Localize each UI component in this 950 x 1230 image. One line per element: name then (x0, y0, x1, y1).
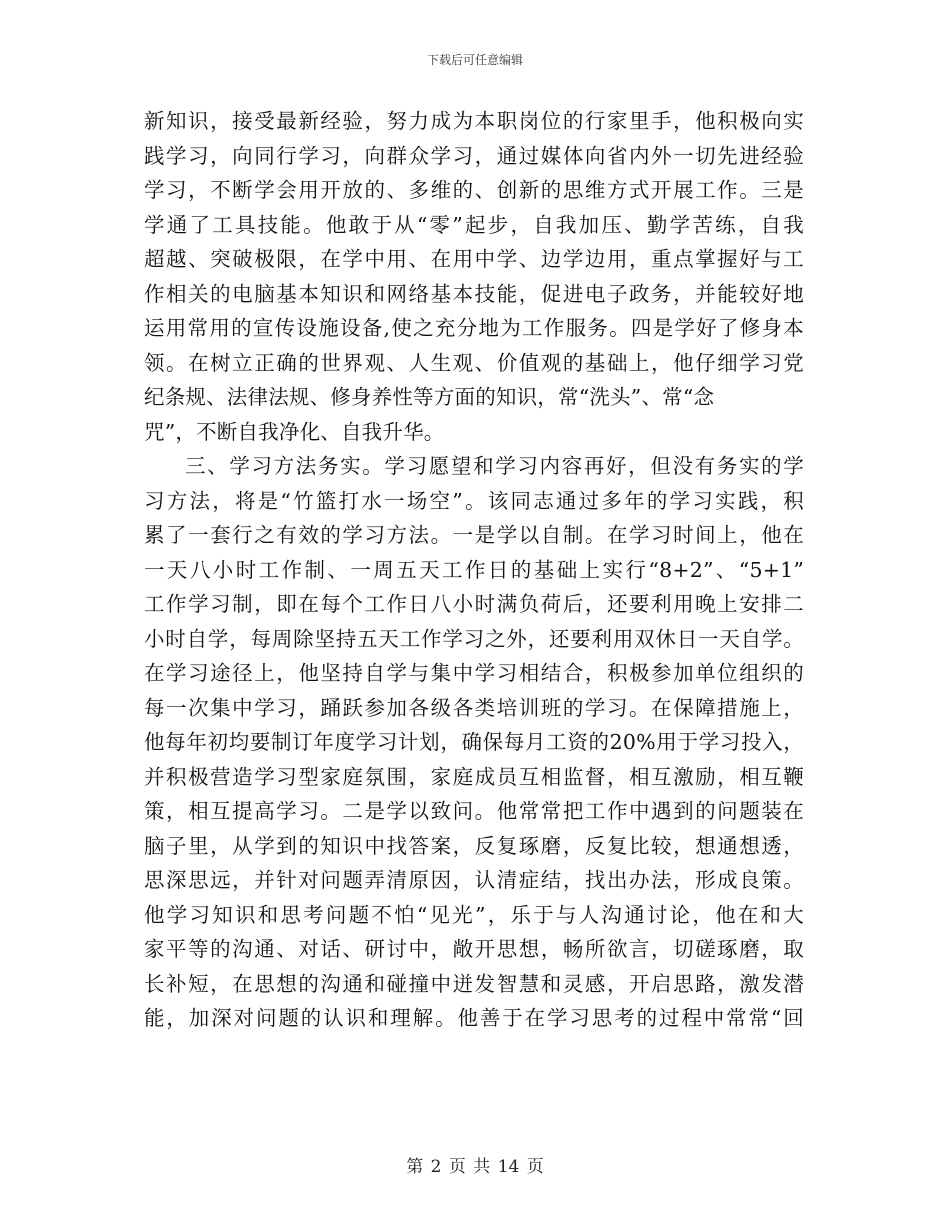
text-line: 长补短，在思想的沟通和碰撞中迸发智慧和灵感，开启思路，激发潜 (144, 971, 804, 996)
page-number: 第 2 页 共 14 页 (406, 1157, 544, 1177)
text-line: 思深思远，并针对问题弄清原因，认清症结，找出办法，形成良策。 (144, 868, 804, 892)
text-line: 工作学习制，即在每个工作日八小时满负荷后，还要利用晚上安排二 (144, 592, 804, 616)
document-body (144, 104, 804, 1036)
text-line: 咒”，不断自我净化、自我升华。 (144, 419, 445, 444)
text-line: 学通了工具技能。他敢于从“零”起步，自我加压、勤学苦练，自我 (144, 212, 804, 237)
text-line: 能，加深对问题的认识和理解。他善于在学习思考的过程中常常“回 (144, 1006, 804, 1030)
text-line: 他每年初均要制订年度学习计划，确保每月工资的20%用于学习投入， (144, 730, 804, 754)
text-line: 践学习，向同行学习，向群众学习，通过媒体向省内外一切先进经验 (144, 143, 804, 168)
text-line: 学习，不断学会用开放的、多维的、创新的思维方式开展工作。三是 (144, 178, 804, 202)
text-line: 脑子里，从学到的知识中找答案，反复琢磨，反复比较，想通想透， (144, 833, 804, 858)
text-line: 并积极营造学习型家庭氛围，家庭成员互相监督，相互激励，相互鞭 (144, 764, 804, 789)
text-line: 作相关的电脑基本知识和网络基本技能，促进电子政务，并能较好地 (144, 281, 804, 306)
text-line: 纪条规、法律法规、修身养性等方面的知识，常“洗头”、常“念 (144, 385, 715, 409)
text-line: 一天八小时工作制、一周五天工作日的基础上实行“8+2”、“5+1” (144, 557, 804, 582)
text-line: 家平等的沟通、对话、研讨中，敞开思想，畅所欲言，切磋琢磨，取 (144, 937, 804, 961)
text-line: 在学习途径上，他坚持自学与集中学习相结合，积极参加单位组织的 (144, 661, 804, 685)
text-line: 新知识，接受最新经验，努力成为本职岗位的行家里手，他积极向实 (144, 109, 804, 133)
page-header-note: 下载后可任意编辑 (426, 53, 523, 67)
text-line: 习方法，将是“竹篮打水一场空”。该同志通过多年的学习实践，积 (144, 488, 804, 513)
text-line: 每一次集中学习，踊跃参加各级各类培训班的学习。在保障措施上， (144, 695, 804, 720)
text-line: 他学习知识和思考问题不怕“见光”，乐于与人沟通讨论，他在和大 (144, 902, 804, 927)
paragraph-first-line: 三、学习方法务实。学习愿望和学习内容再好，但没有务实的学 (185, 454, 804, 478)
text-line: 累了一套行之有效的学习方法。一是学以自制。在学习时间上，他在 (144, 523, 804, 547)
text-line: 小时自学，每周除坚持五天工作学习之外，还要利用双休日一天自学。 (144, 626, 804, 651)
text-line: 运用常用的宣传设施设备,使之充分地为工作服务。四是学好了修身本 (144, 316, 804, 340)
text-line: 超越、突破极限，在学中用、在用中学、边学边用，重点掌握好与工 (144, 247, 804, 271)
text-line: 策，相互提高学习。二是学以致问。他常常把工作中遇到的问题装在 (144, 799, 804, 823)
text-line: 领。在树立正确的世界观、人生观、价值观的基础上，他仔细学习党 (144, 350, 804, 375)
